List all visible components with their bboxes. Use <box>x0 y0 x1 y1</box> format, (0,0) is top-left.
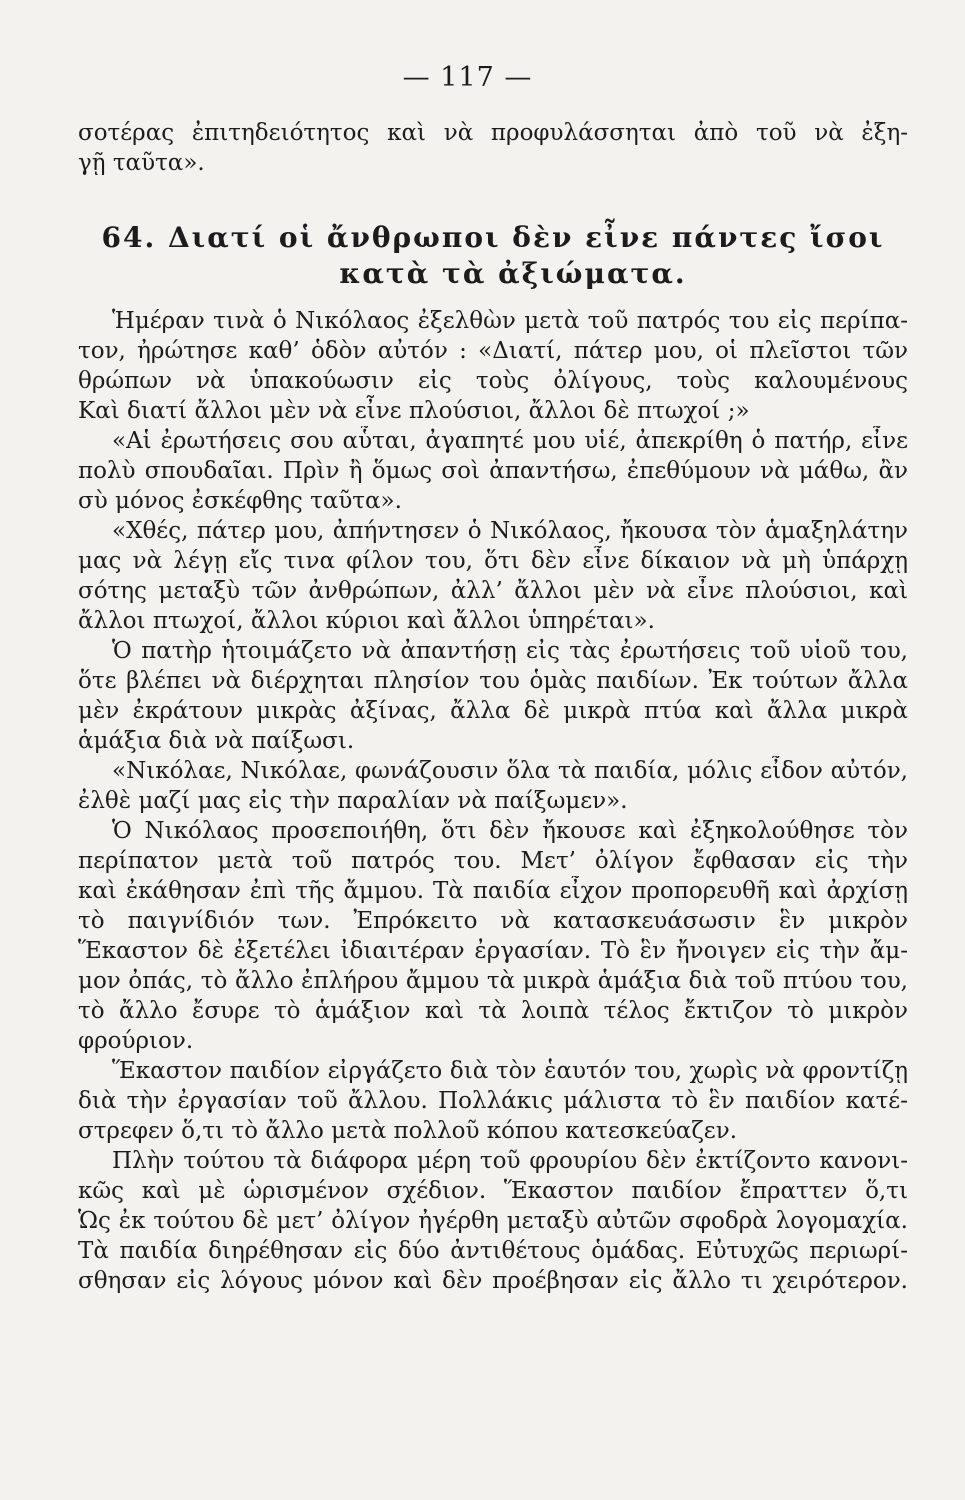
text-line: Ἕκαστον δὲ ἐξετέλει ἰδιαιτέραν ἐργασίαν. Τὸ ἓν ἤνοιγεν εἰς τὴν ἄμ- <box>78 938 908 964</box>
text-line: γῇ ταῦτα». <box>78 150 205 176</box>
text-line: «Αἱ ἐρωτήσεις σου αὗται, ἀγαπητέ μου υἱέ, ἀπεκρίθη ὁ πατήρ, εἶνε <box>112 428 908 454</box>
text-line: θρώπων νὰ ὑπακούωσιν εἰς τοὺς ὀλίγους, τοὺς καλουμένους <box>78 368 908 394</box>
text-line: στρεφεν ὅ,τι τὸ ἄλλο μετὰ πολλοῦ κόπου κατεσκεύαζεν. <box>78 1118 738 1144</box>
section-heading-line: 64. Διατί οἱ ἄνθρωποι δὲν εἶνε πάντες ἴσοι <box>101 221 885 254</box>
text-line: ἄλλοι πτωχοί, ἄλλοι κύριοι καὶ ἄλλοι ὑπηρέται». <box>78 608 655 634</box>
text-line: ἁμάξια διὰ νὰ παίξωσι. <box>78 728 355 754</box>
section-heading <box>78 220 908 292</box>
text-line: σθησαν εἰς λόγους μόνον καὶ δὲν προέβησαν εἰς ἄλλο τι χειρότερον. <box>78 1268 908 1294</box>
text-line: μὲν ἐκράτουν μικρὰς ἀξίνας, ἄλλα δὲ μικρὰ πτύα καὶ ἄλλα μικρὰ <box>78 698 908 724</box>
text-line: Ὁ πατὴρ ἡτοιμάζετο νὰ ἀπαντήσῃ εἰς τὰς ἐρωτήσεις τοῦ υἱοῦ του, <box>112 638 908 664</box>
text-line: φρούριον. <box>78 1028 194 1054</box>
text-line: τὸ ἄλλο ἔσυρε τὸ ἁμάξιον καὶ τὰ λοιπὰ τέλος ἔκτιζον τὸ μικρὸν <box>78 998 908 1024</box>
text-line: σοτέρας ἐπιτηδειότητος καὶ νὰ προφυλάσσηται ἀπὸ τοῦ νὰ ἐξη- <box>78 120 908 146</box>
text-line: τον, ἠρώτησε καθ’ ὁδὸν αὐτόν : «Διατί, πάτερ μου, οἱ πλεῖστοι τῶν <box>78 338 908 364</box>
page-body <box>78 118 908 1296</box>
text-line: Ὁ Νικόλαος προσεποιήθη, ὅτι δὲν ἤκουσε καὶ ἐξηκολούθησε τὸν <box>112 818 908 844</box>
text-line: Ἡμέραν τινὰ ὁ Νικόλαος ἐξελθὼν μετὰ τοῦ πατρός του εἰς περίπα- <box>112 308 908 334</box>
text-line: ὅτε βλέπει νὰ διέρχηται πλησίον του ὁμὰς παιδίων. Ἐκ τούτων ἄλλα <box>78 668 908 694</box>
text-line: Καὶ διατί ἄλλοι μὲν νὰ εἶνε πλούσιοι, ἄλλοι δὲ πτωχοί ;» <box>78 398 750 424</box>
text-line: ἐλθὲ μαζί μας εἰς τὴν παραλίαν νὰ παίξωμεν». <box>78 788 628 814</box>
text-line: «Χθές, πάτερ μου, ἀπήντησεν ὁ Νικόλαος, ἤκουσα τὸν ἁμαξηλάτην <box>112 518 908 544</box>
page-number: — 117 — <box>402 62 533 93</box>
text-line: σὺ μόνος ἐσκέφθης ταῦτα». <box>78 488 402 514</box>
text-line: Ἕκαστον παιδίον εἰργάζετο διὰ τὸν ἑαυτόν του, χωρὶς νὰ φροντίζῃ <box>112 1058 908 1084</box>
text-line: Τὰ παιδία διηρέθησαν εἰς δύο ἀντιθέτους ὁμάδας. Εὐτυχῶς περιωρί- <box>78 1238 908 1264</box>
text-line: Πλὴν τούτου τὰ διάφορα μέρη τοῦ φρουρίου δὲν ἐκτίζοντο κανονι- <box>112 1148 908 1174</box>
text-line: κῶς καὶ μὲ ὡρισμένον σχέδιον. Ἕκαστον παιδίον ἔπραττεν ὅ,τι <box>78 1178 908 1204</box>
text-line: πολὺ σπουδαῖαι. Πρὶν ἢ ὅμως σοὶ ἀπαντήσω, ἐπεθύμουν νὰ μάθω, ἂν <box>78 458 908 484</box>
text-line: καὶ ἐκάθησαν ἐπὶ τῆς ἄμμου. Τὰ παιδία εἶχον προπορευθῆ καὶ ἀρχίσῃ <box>78 878 908 904</box>
text-line: περίπατον μετὰ τοῦ πατρός του. Μετ’ ὀλίγον ἔφθασαν εἰς τὴν <box>78 848 908 874</box>
text-line: μας νὰ λέγῃ εἴς τινα φίλον του, ὅτι δὲν εἶνε δίκαιον νὰ μὴ ὑπάρχῃ <box>78 548 908 574</box>
section-heading-line: κατὰ τὰ ἀξιώματα. <box>339 257 687 290</box>
text-line: μον ὀπάς, τὸ ἄλλο ἐπλήρου ἄμμου τὰ μικρὰ ἁμάξια διὰ τοῦ πτύου του, <box>78 968 908 994</box>
text-line: Ὡς ἐκ τούτου δὲ μετ’ ὀλίγον ἠγέρθη μεταξὺ αὐτῶν σφοδρὰ λογομαχία. <box>78 1208 908 1234</box>
text-line: διὰ τὴν ἐργασίαν τοῦ ἄλλου. Πολλάκις μάλιστα τὸ ἓν παιδίον κατέ- <box>78 1088 908 1114</box>
text-line: σότης μεταξὺ τῶν ἀνθρώπων, ἀλλ’ ἄλλοι μὲν νὰ εἶνε πλούσιοι, καὶ <box>78 578 908 604</box>
text-line: «Νικόλαε, Νικόλαε, φωνάζουσιν ὅλα τὰ παιδία, μόλις εἶδον αὐτόν, <box>112 758 908 784</box>
text-line: τὸ παιγνίδιόν των. Ἐπρόκειτο νὰ κατασκευάσωσιν ἓν μικρὸν <box>78 908 908 934</box>
